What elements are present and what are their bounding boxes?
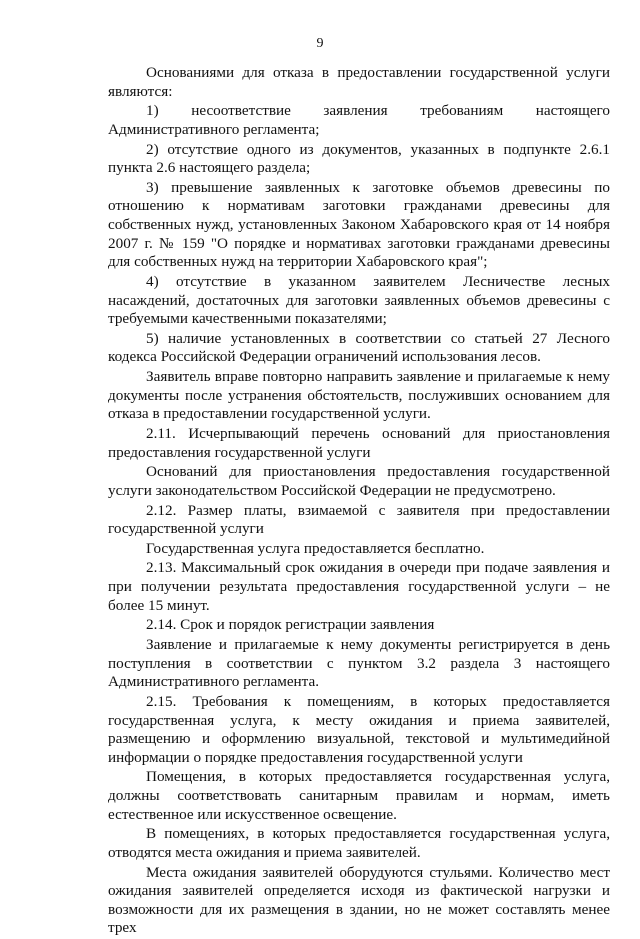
paragraph-refusal-item-3: 3) превышение заявленных к заготовке объемов древесины по отношению к нормативам заготовки гражданами древесины для собственных нужд, установленных Законом Хабаровского края от 14 ноября 2007 г. № 159 "О порядке и нормативах заготовки гражданами древесины для собственных нужд на территории Хабаровского края"; [108,178,610,271]
paragraph-suspension: Оснований для приостановления предоставления государственной услуги законодательством Российской Федерации не предусмотрено. [108,463,610,499]
paragraph-refusal-grounds: Основаниями для отказа в предоставлении государственной услуги являются: [108,64,610,100]
paragraph-seating: Места ожидания заявителей оборудуются стульями. Количество мест ожидания заявителей определяется исходя из фактической нагрузки и возможности для их размещения в здании, но не может составлять менее трех [108,863,610,937]
paragraph-refusal-item-2: 2) отсутствие одного из документов, указанных в подпункте 2.6.1 пункта 2.6 настоящего раздела; [108,140,610,177]
section-heading-2-14: 2.14. Срок и порядок регистрации заявления [146,616,435,634]
paragraph-free-of-charge: Государственная услуга предоставляется бесплатно. [146,539,485,557]
page-number: 9 [316,36,324,51]
paragraph-refusal-item-5: 5) наличие установленных в соответствии со статьей 27 Лесного кодекса Российской Федерации ограничений использования лесов. [108,329,610,366]
document-body [108,64,610,939]
paragraph-refusal-item-1: 1) несоответствие заявления требованиям настоящего Административного регламента; [108,102,610,138]
paragraph-reapply: Заявитель вправе повторно направить заявление и прилагаемые к нему документы после устранения обстоятельств, послуживших основанием для отказа в предоставлении государственной услуги. [108,368,610,423]
paragraph-waiting-areas: В помещениях, в которых предоставляется государственная услуга, отводятся места ожидания и приема заявителей. [108,825,610,861]
section-heading-2-13: 2.13. Максимальный срок ожидания в очереди при подаче заявления и при получении результата предоставления государственной услуги – не более 15 минут. [108,559,610,614]
paragraph-premises: Помещения, в которых предоставляется государственная услуга, должны соответствовать санитарным правилам и нормам, иметь естественное или искусственное освещение. [108,768,610,823]
section-heading-2-12: 2.12. Размер платы, взимаемой с заявителя при предоставлении государственной услуги [108,501,610,538]
section-heading-2-11: 2.11. Исчерпывающий перечень оснований для приостановления предоставления государственной услуги [108,424,610,461]
paragraph-registration: Заявление и прилагаемые к нему документы регистрируется в день поступления в соответствии с пунктом 3.2 раздела 3 настоящего Административного регламента. [108,636,610,691]
paragraph-refusal-item-4: 4) отсутствие в указанном заявителем Лесничестве лесных насаждений, достаточных для заготовки заявленных объемов древесины с требуемыми качественными показателями; [108,272,610,328]
section-heading-2-15: 2.15. Требования к помещениям, в которых предоставляется государственная услуга, к месту ожидания и приема заявителей, размещению и оформлению визуальной, текстовой и мультимедийной информации о порядке предоставления государственной услуги [108,692,610,766]
